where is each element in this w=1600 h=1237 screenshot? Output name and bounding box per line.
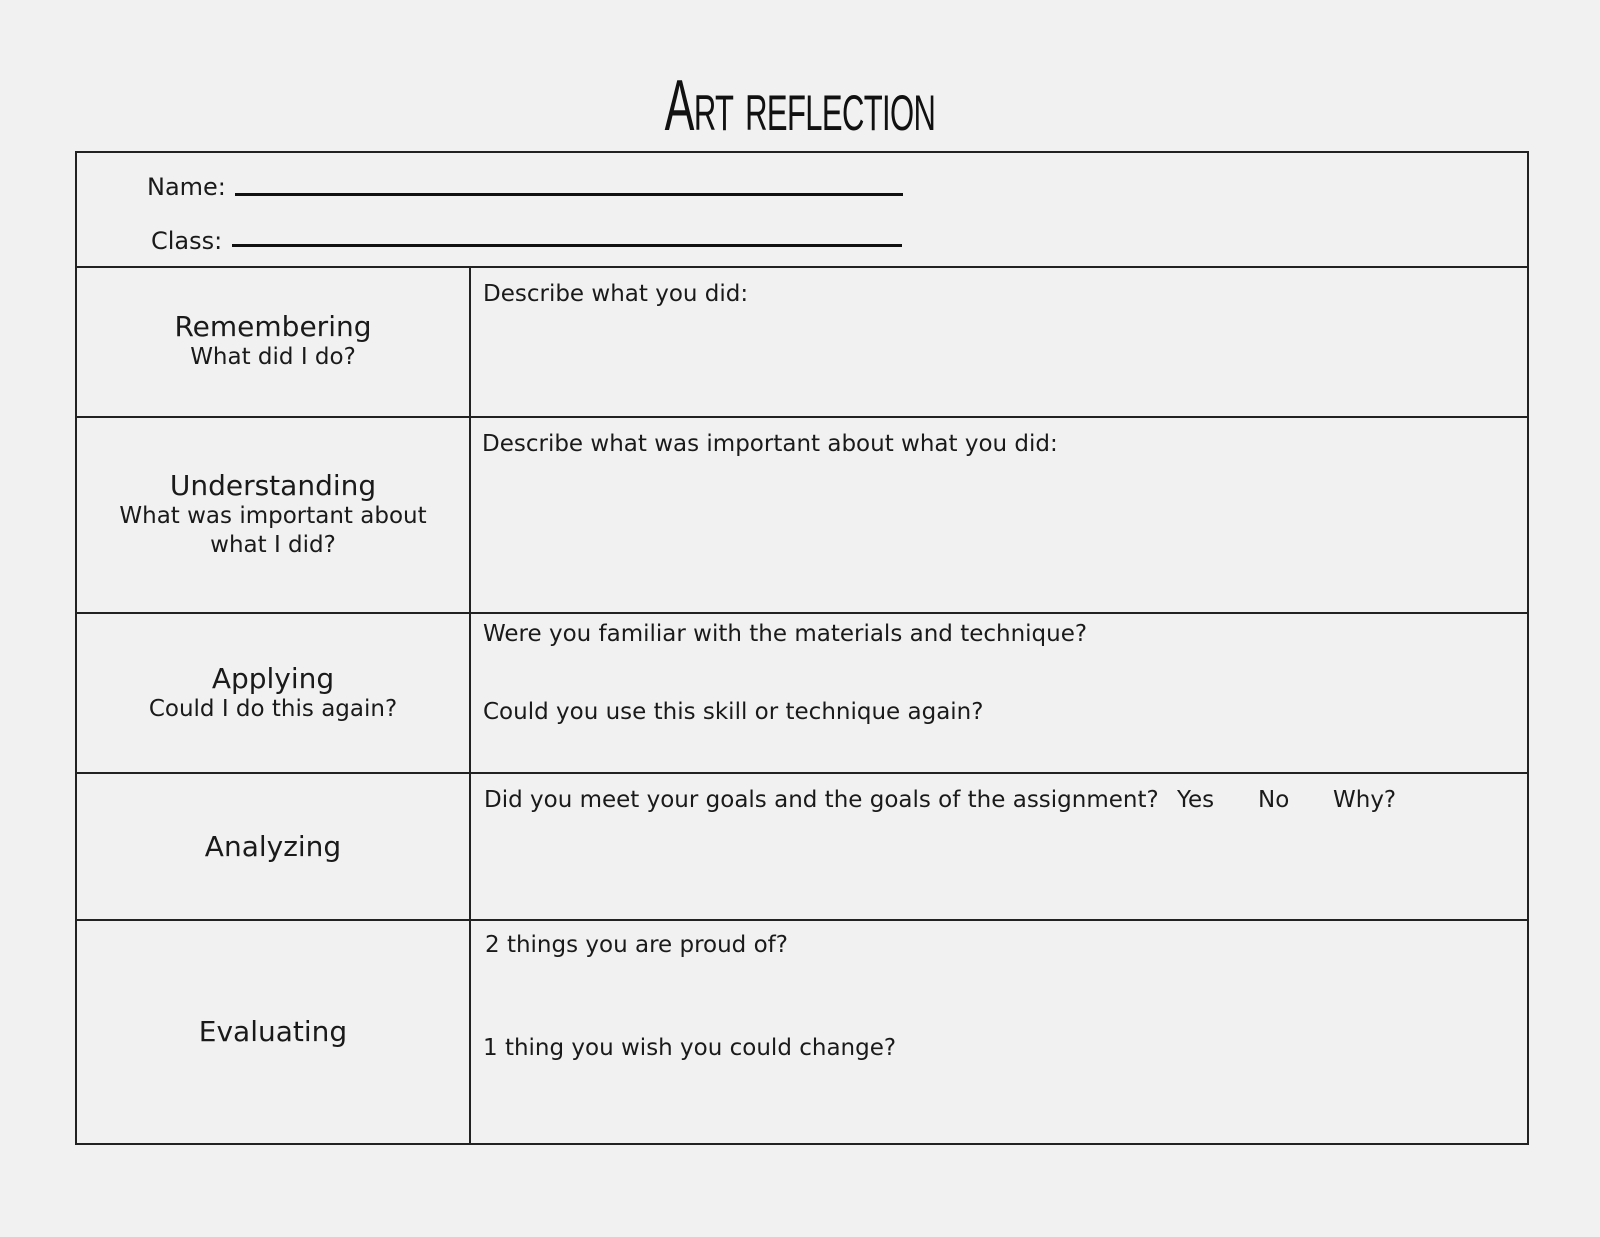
row-analyzing (77, 774, 1527, 921)
option-yes[interactable]: Yes (1177, 787, 1215, 813)
stage-cell-evaluating (77, 921, 471, 1143)
stage-name: Analyzing (204, 829, 342, 863)
prompt-text: Were you familiar with the materials and technique? (483, 621, 1088, 647)
prompt-text: 2 things you are proud of? (485, 932, 788, 958)
stage-question: What did I do? (190, 343, 356, 370)
prompt-text: 1 thing you wish you could change? (483, 1035, 897, 1061)
reflection-table (75, 151, 1529, 1145)
prompt-text: Describe what you did: (483, 281, 749, 307)
row-remembering (77, 266, 1527, 418)
stage-question: Could I do this again? (148, 695, 398, 722)
stage-name: Applying (211, 661, 335, 695)
stage-cell-applying (77, 614, 471, 772)
stage-cell-understanding (77, 418, 471, 612)
row-evaluating (77, 921, 1527, 1143)
name-label: Name: (147, 173, 226, 201)
prompt-text: Describe what was important about what you did: (482, 431, 1058, 457)
option-why: Why? (1333, 787, 1397, 813)
stage-question: What was important about what I did? (119, 503, 427, 558)
stage-name: Remembering (174, 309, 372, 343)
stage-cell-remembering (77, 266, 471, 416)
page-title: Art reflection (664, 66, 936, 146)
row-applying (77, 614, 1527, 774)
student-info-row (77, 153, 1527, 268)
option-no[interactable]: No (1258, 787, 1290, 813)
row-understanding (77, 418, 1527, 614)
prompt-text: Could you use this skill or technique again? (483, 699, 984, 725)
stage-name: Evaluating (198, 1015, 348, 1048)
class-field[interactable] (232, 244, 902, 247)
stage-name: Understanding (169, 469, 377, 502)
stage-cell-analyzing (77, 774, 471, 919)
class-label: Class: (151, 227, 223, 255)
name-field[interactable] (235, 193, 903, 196)
prompt-text: Did you meet your goals and the goals of the assignment? (484, 787, 1159, 813)
